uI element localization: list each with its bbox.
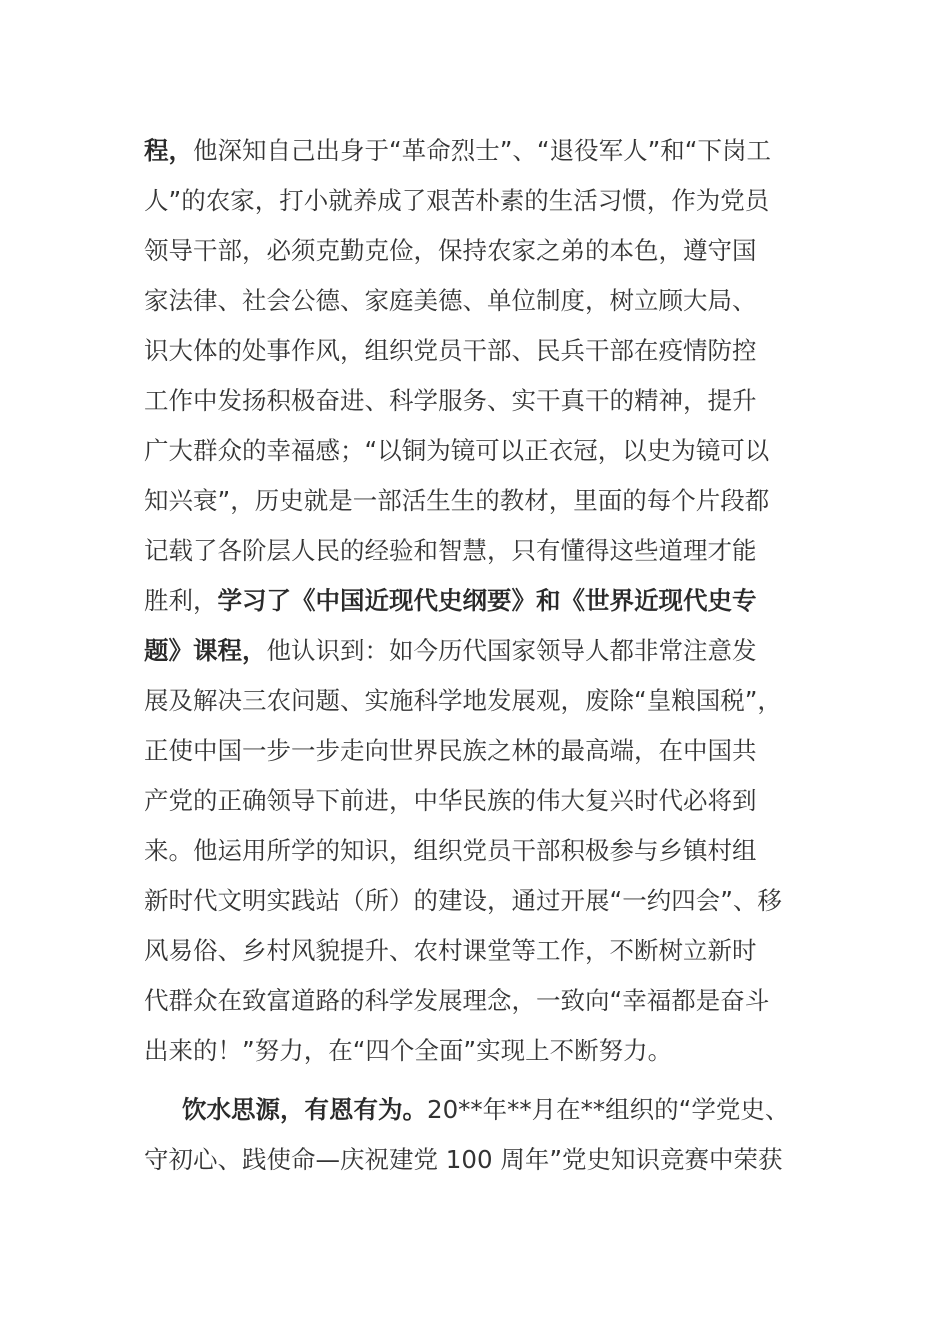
text-line: 出来的！”努力，在“四个全面”实现上不断努力。 — [144, 1036, 673, 1065]
bold-run: 题》课程， — [144, 636, 267, 665]
text-line: 广大群众的幸福感；“以铜为镜可以正衣冠，以史为镜可以 — [144, 436, 770, 465]
text-line: 领导干部，必须克勤克俭，保持农家之弟的本色，遵守国 — [144, 236, 757, 265]
text-line — [144, 576, 824, 626]
text-run: 胜利， — [144, 586, 218, 615]
text-line: 产党的正确领导下前进，中华民族的伟大复兴时代必将到 — [144, 786, 757, 815]
text-line: 新时代文明实践站（所）的建设，通过开展“一约四会”、移 — [144, 886, 782, 915]
text-run: 他深知自己出身于“革命烈士”、“退役军人”和“下岗工 — [193, 136, 771, 165]
body-text — [144, 126, 824, 1185]
text-run: 他认识到：如今历代国家领导人都非常注意发 — [266, 636, 757, 665]
text-run: 20**年**月在**组织的“学党史、 — [427, 1095, 790, 1124]
text-line: 代群众在致富道路的科学发展理念，一致向“幸福都是奋斗 — [144, 986, 770, 1015]
bold-run: 学习了《中国近现代史纲要》和《世界近现代史专 — [217, 586, 757, 615]
text-line — [144, 1085, 824, 1135]
text-line: 记载了各阶层人民的经验和智慧，只有懂得这些道理才能 — [144, 536, 757, 565]
text-line: 守初心、践使命—庆祝建党 100 周年”党史知识竞赛中荣获 — [144, 1145, 783, 1174]
text-line: 来。他运用所学的知识，组织党员干部积极参与乡镇村组 — [144, 836, 757, 865]
text-line: 人”的农家，打小就养成了艰苦朴素的生活习惯，作为党员 — [144, 186, 770, 215]
paragraph-gap — [144, 1076, 824, 1085]
text-line: 风易俗、乡村风貌提升、农村课堂等工作，不断树立新时 — [144, 936, 757, 965]
text-line: 工作中发扬积极奋进、科学服务、实干真干的精神，提升 — [144, 386, 757, 415]
text-line — [144, 626, 824, 676]
text-line: 家法律、社会公德、家庭美德、单位制度，树立顾大局、 — [144, 286, 757, 315]
text-line: 识大体的处事作风，组织党员干部、民兵干部在疫情防控 — [144, 336, 757, 365]
text-line: 展及解决三农问题、实施科学地发展观，废除“皇粮国税”， — [144, 686, 782, 715]
text-line — [144, 126, 824, 176]
bold-run: 程， — [144, 136, 193, 165]
bold-run: 饮水思源，有恩有为。 — [182, 1095, 427, 1124]
text-line: 知兴衰”，历史就是一部活生生的教材，里面的每个片段都 — [144, 486, 770, 515]
text-line: 正使中国一步一步走向世界民族之林的最高端，在中国共 — [144, 736, 757, 765]
